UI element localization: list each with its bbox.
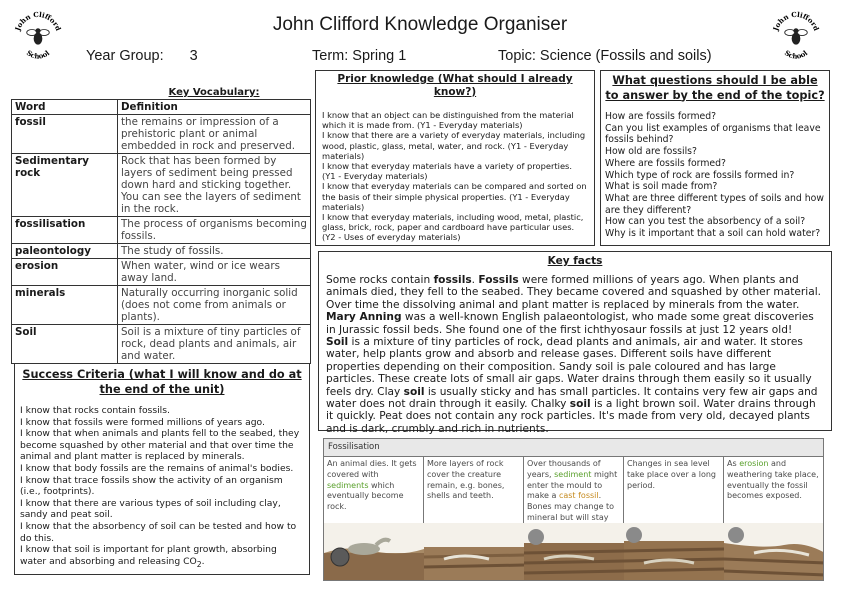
list-item: I know that fossils were formed millions of years ago. [20, 416, 265, 428]
key-facts-paragraph-fossils: Some rocks contain fossils. Fossils were formed millions of years ago. When plants and animals died, they fell to the seabed. They became covered and squashed by other material. Over time the dissolving animal and plant matter is replaced by minerals from the water. [326, 274, 821, 311]
key-facts-paragraph-mary-anning: Mary Anning was a well-known English palaeontologist, who made some great discoveries in Jurassic fossil beds. She found one of the first ichthyosaur fossils at just 12 years old! [326, 311, 814, 336]
table-row: paleontology The study of fossils. [12, 244, 311, 259]
fossilisation-step-1: An animal dies. It gets covered with sediments which eventually become rock. [324, 457, 424, 523]
list-item: How old are fossils? [605, 146, 697, 158]
table-row: minerals Naturally occurring inorganic solid (does not come from animals or plants). [12, 286, 311, 325]
list-item: I know that everyday materials can be compared and sorted on the basis of their simple physical properties. (Y1 - Everyday materials) [322, 181, 587, 212]
key-facts-title: Key facts [547, 255, 603, 267]
bee-logo-icon [12, 10, 64, 62]
list-item: Which type of rock are fossils formed in? [605, 169, 795, 181]
list-item: I know that when animals and plants fell to the seabed, they become squashed by other material and that over time the animal and plant matter is replaced by minerals. [20, 428, 300, 463]
list-item: What are three different types of soils and how are they different? [605, 192, 824, 216]
school-logo-right [770, 10, 822, 66]
panel-4-illustration [624, 523, 724, 581]
table-row: Sedimentary rock Rock that has been formed by layers of sediment being pressed down hard and sticking together. You can see the layers of sediment in the rock. [12, 154, 311, 217]
list-item: I know that an object can be distinguished from the material which it is made from. (Y1 - Everyday materials) [322, 110, 574, 131]
success-criteria-box [14, 363, 310, 575]
prior-knowledge-box [315, 70, 595, 246]
topic: Topic: Science (Fossils and soils) [498, 48, 712, 64]
vocab-caption: Key Vocabulary: [168, 87, 260, 98]
list-item: How can you test the absorbency of a soil? [605, 216, 806, 228]
svg-text:School: School [782, 48, 810, 61]
svg-text:John Clifford: John Clifford [12, 10, 64, 32]
list-item: What is soil made from? [605, 181, 718, 193]
list-item: I know that there are a variety of everyday materials, including wood, plastic, glass, metal, water, and rock. (Y1 - Everyday materials) [322, 130, 586, 161]
panel-2-illustration [424, 523, 524, 581]
bee-logo-icon [770, 10, 822, 62]
panel-1-illustration [324, 523, 424, 581]
list-item: How are fossils formed? [605, 111, 717, 122]
svg-text:John Clifford: John Clifford [770, 10, 822, 32]
table-row: fossil the remains or impression of a prehistoric plant or animal embedded in rock and preserved. [12, 115, 311, 154]
table-row: erosion When water, wind or ice wears away land. [12, 259, 311, 286]
year-group: Year Group: 3 [86, 48, 198, 64]
questions-title: What questions should I be able to answer by the end of the topic? [605, 74, 825, 102]
key-facts-box [318, 251, 832, 435]
page-title: John Clifford Knowledge Organiser [272, 14, 568, 35]
vocab-header-word: Word [12, 100, 118, 115]
fossilisation-title: Fossilisation [324, 439, 824, 457]
list-item: I know that everyday materials have a variety of properties. (Y1 - Everyday materials) [322, 161, 573, 182]
table-row: Soil Soil is a mixture of tiny particles of rock, dead plants and animals, air and water. [12, 325, 311, 364]
prior-knowledge-title: Prior knowledge (What should I already know?) [337, 73, 573, 98]
fossilisation-step-4: Changes in sea level take place over a long period. [624, 457, 724, 523]
list-item: I know that everyday materials, including wood, metal, plastic, glass, brick, rock, paper and cardboard have particular uses. (Y2 - Uses of everyday materials) [322, 212, 584, 243]
list-item: I know that body fossils are the remains of animal's bodies. [20, 462, 294, 474]
panel-3-illustration [524, 523, 624, 581]
list-item: I know that rocks contain fossils. [20, 405, 170, 416]
list-item: I know that there are various types of soil including clay, sandy and peat soil. [20, 497, 281, 521]
success-criteria-title: Success Criteria (what I will know and do at the end of the unit) [22, 368, 302, 396]
vocabulary-table [11, 87, 311, 364]
key-facts-paragraph-soil: Soil is a mixture of tiny particles of rock, dead plants and animals, air and water. It stores water, help plants grow and absorb and release gases. Different soils have different properties depending on their composition. Sandy soil is pale coloured and has large particles. These create lots of small air gaps. Water drains through them easily so it usually feels dry. Clay soil is usually sticky and has small particles. It contains very few air gaps and water does not drain through it easily. Chalky soil is a light brown soil. Water drains through it quickly. Peat does not contain any rock particles. It's made from very old, decayed plants and is dark, crumbly and rich in nutrients. [326, 336, 818, 435]
fossilisation-diagram [323, 438, 824, 581]
fossilisation-step-2: More layers of rock cover the creature remain, e.g. bones, shells and teeth. [424, 457, 524, 523]
fossilisation-step-5: As erosion and weathering take place, eventually the fossil becomes exposed. [727, 459, 819, 501]
svg-text:School: School [24, 48, 52, 61]
school-logo-left [12, 10, 64, 66]
table-row: fossilisation The process of organisms becoming fossils. [12, 217, 311, 244]
questions-box [600, 70, 830, 246]
list-item: Why is it important that a soil can hold water? [605, 228, 821, 240]
vocab-header-definition: Definition [118, 100, 311, 115]
fossilisation-illustration [324, 523, 824, 581]
panel-5-illustration [724, 523, 824, 581]
list-item: I know that the absorbency of soil can be tested and how to do this. [20, 520, 297, 544]
term: Term: Spring 1 [312, 48, 407, 64]
list-item: Can you list examples of organisms that leave fossils behind? [605, 122, 821, 146]
list-item: I know that soil is important for plant growth, absorbing water and absorbing and releasing $CO_2$. [20, 544, 277, 569]
list-item: Where are fossils formed? [605, 157, 726, 169]
fossilisation-step-3: Over thousands of years, sediment might enter the mould to make a cast fossil. Bones may change to mineral but will stay [524, 457, 624, 523]
list-item: I know that trace fossils show the activity of an organism (i.e., footprints). [20, 474, 283, 498]
